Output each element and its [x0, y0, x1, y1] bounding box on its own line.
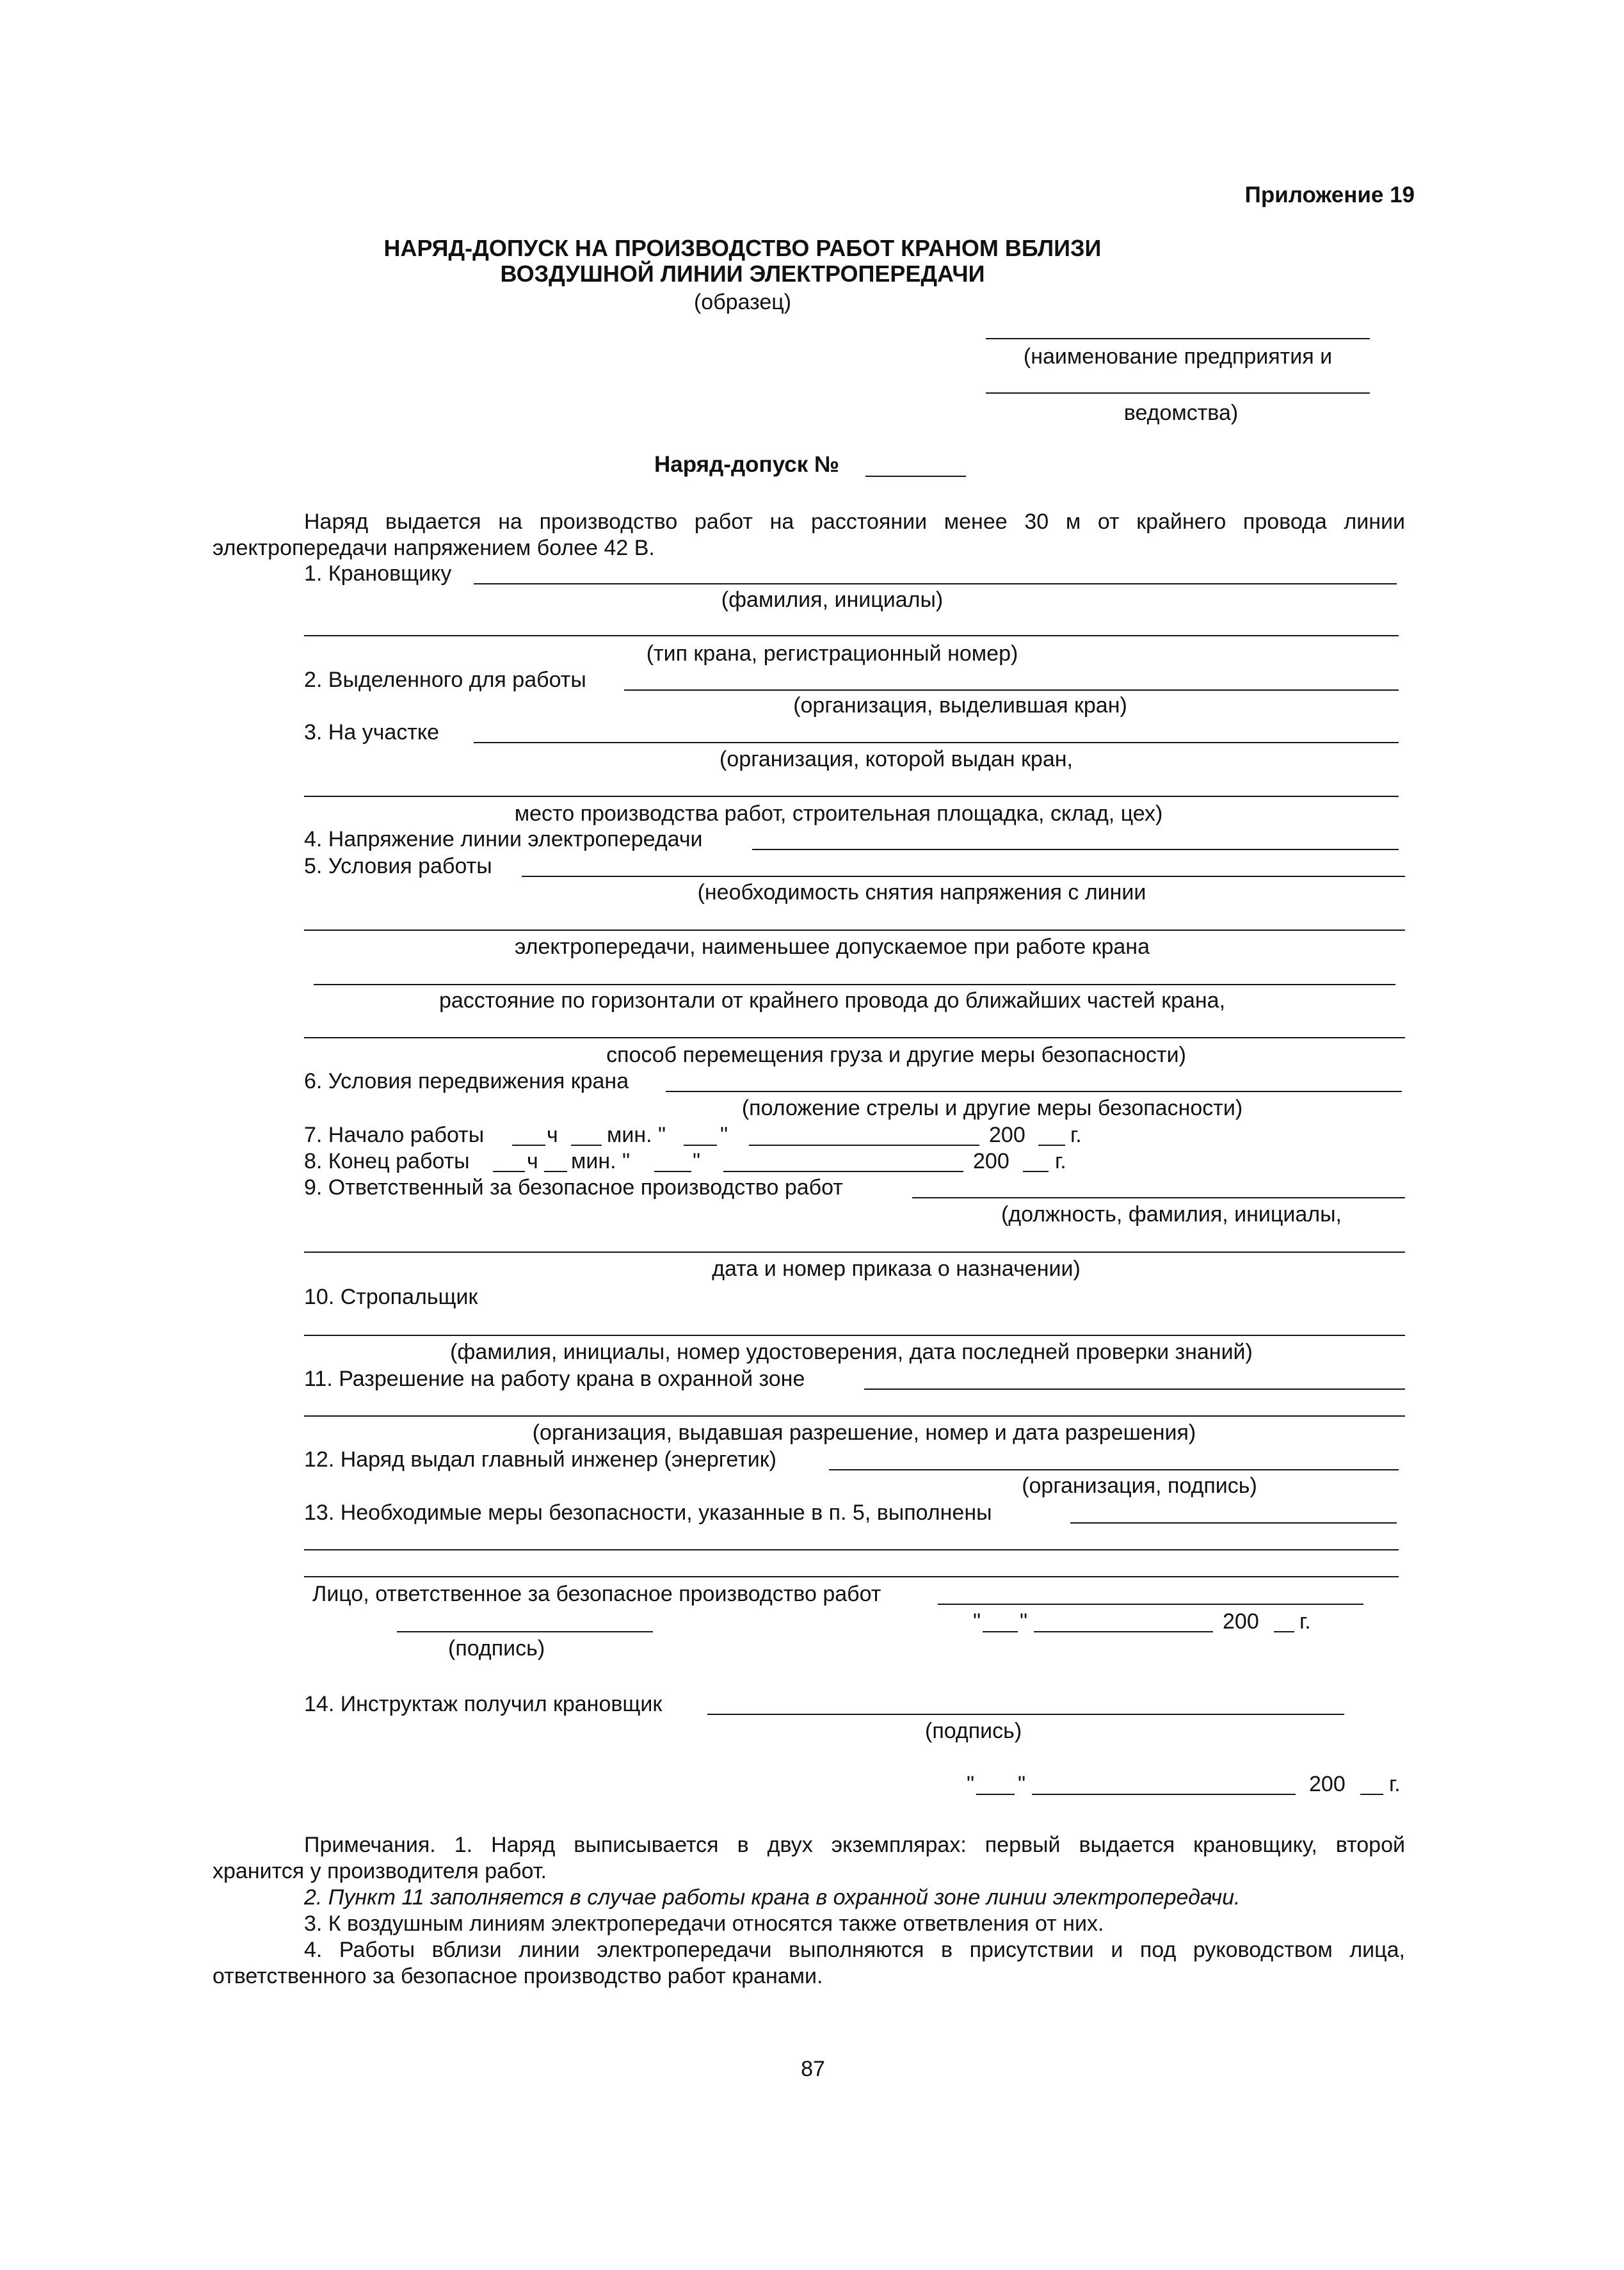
field-7-minute-unit: мин. ": [607, 1123, 666, 1147]
field-1-line[interactable]: [474, 583, 1397, 584]
field-9-hint: (должность, фамилия, инициалы,: [1001, 1202, 1342, 1227]
field-4-label: 4. Напряжение линии электропередачи: [304, 827, 703, 851]
field-4-line[interactable]: [752, 849, 1399, 850]
responsible-date-year[interactable]: [1274, 1631, 1294, 1632]
field-3-line2[interactable]: [304, 796, 1399, 797]
field-10-label: 10. Стропальщик: [304, 1285, 478, 1309]
field-7-minutes[interactable]: [571, 1145, 602, 1146]
field-14-line[interactable]: [707, 1714, 1344, 1715]
page-title-line2: ВОЗДУШНОЙ ЛИНИИ ЭЛЕКТРОПЕРЕДАЧИ: [500, 261, 985, 287]
field-8-quote: ": [693, 1149, 701, 1173]
field-2-line[interactable]: [624, 689, 1399, 691]
field-6-label: 6. Условия передвижения крана: [304, 1069, 629, 1093]
field-13-line2[interactable]: [304, 1549, 1399, 1550]
org-dept-hint: ведомства): [1123, 401, 1239, 425]
responsible-signature-hint: (подпись): [448, 1636, 545, 1661]
responsible-line[interactable]: [938, 1604, 1363, 1605]
page-title-line1: НАРЯД-ДОПУСК НА ПРОИЗВОДСТВО РАБОТ КРАНОМ ВБЛИЗИ: [383, 235, 1102, 261]
field-12-hint: (организация, подпись): [1022, 1474, 1257, 1498]
field-7-quote: ": [720, 1123, 728, 1147]
field-5-hint: (необходимость снятия напряжения с линии: [697, 880, 1146, 905]
field-14-signature-hint: (подпись): [925, 1719, 1022, 1743]
field-8-year-prefix: 200: [973, 1149, 1009, 1173]
field-14-year-suffix: г.: [1389, 1772, 1401, 1796]
field-10-hint: (фамилия, инициалы, номер удостоверения, дата последней проверки знаний): [450, 1340, 1253, 1364]
note-1-line2: хранится у производителя работ.: [213, 1859, 547, 1883]
org-dept-line[interactable]: [986, 392, 1370, 394]
field-13-line3[interactable]: [304, 1576, 1399, 1577]
note-1-line1: Примечания. 1. Наряд выписывается в двух экземплярах: первый выдается крановщику, второй: [304, 1833, 1405, 1857]
responsible-year-suffix: г.: [1299, 1609, 1311, 1634]
field-2-hint: (организация, выделившая кран): [793, 693, 1127, 718]
field-5-hint2: электропередачи, наименьшее допускаемое при работе крана: [515, 935, 1150, 959]
note-4-line1: 4. Работы вблизи линии электропередачи выполняются в присутствии и под руководством лица,: [304, 1938, 1405, 1962]
field-10-line[interactable]: [304, 1335, 1405, 1336]
field-6-hint: (положение стрелы и другие меры безопасности): [741, 1096, 1243, 1120]
field-11-label: 11. Разрешение на работу крана в охранной зоне: [304, 1367, 805, 1391]
responsible-date-day[interactable]: [983, 1631, 1018, 1632]
note-4-line2: ответственного за безопасное производство работ кранами.: [213, 1964, 823, 1988]
field-11-line2[interactable]: [304, 1415, 1405, 1417]
field-11-hint: (организация, выдавшая разрешение, номер и дата разрешения): [532, 1421, 1196, 1445]
field-5-line3[interactable]: [314, 984, 1395, 985]
field-3-hint2: место производства работ, строительная площадка, склад, цех): [514, 801, 1163, 826]
intro-line1: Наряд выдается на производство работ на расстоянии менее 30 м от крайнего провода линии: [304, 510, 1405, 534]
field-13-line[interactable]: [1070, 1522, 1397, 1524]
org-name-hint: (наименование предприятия и: [1023, 344, 1333, 369]
field-8-hour-unit: ч: [527, 1149, 538, 1173]
field-3-label: 3. На участке: [304, 720, 440, 745]
field-7-year[interactable]: [1038, 1145, 1065, 1146]
field-9-line[interactable]: [912, 1197, 1405, 1198]
field-14-date-day[interactable]: [976, 1794, 1015, 1795]
org-name-line[interactable]: [986, 338, 1370, 339]
field-1-hint2: (тип крана, регистрационный номер): [646, 641, 1018, 666]
field-6-line[interactable]: [666, 1091, 1402, 1092]
field-8-label: 8. Конец работы: [304, 1149, 470, 1173]
field-8-month[interactable]: [723, 1171, 963, 1172]
responsible-year-prefix: 200: [1223, 1609, 1259, 1634]
field-5-hint4: способ перемещения груза и другие меры безопасности): [606, 1043, 1186, 1067]
field-13-label: 13. Необходимые меры безопасности, указанные в п. 5, выполнены: [304, 1501, 992, 1525]
field-9-hint2: дата и номер приказа о назначении): [712, 1257, 1081, 1281]
field-7-hour-unit: ч: [547, 1123, 558, 1147]
field-11-line[interactable]: [864, 1389, 1405, 1390]
field-14-date-month[interactable]: [1032, 1794, 1296, 1795]
note-2: 2. Пункт 11 заполняется в случае работы крана в охранной зоне линии электропередачи.: [304, 1885, 1241, 1910]
field-1-line2[interactable]: [304, 635, 1399, 636]
field-14-date-quote-close: ": [1018, 1772, 1026, 1796]
note-3: 3. К воздушным линиям электропередачи относятся также ответвления от них.: [304, 1912, 1104, 1936]
field-7-month[interactable]: [749, 1145, 979, 1146]
field-7-year-suffix: г.: [1070, 1123, 1082, 1147]
field-8-hours[interactable]: [493, 1171, 525, 1172]
page-number: 87: [801, 2057, 825, 2081]
field-8-minute-unit: мин. ": [571, 1149, 631, 1173]
intro-line2: электропередачи напряжением более 42 В.: [213, 536, 655, 560]
permit-number-field[interactable]: [865, 476, 966, 477]
field-5-hint3: расстояние по горизонтали от крайнего провода до ближайших частей крана,: [438, 988, 1226, 1013]
field-1-label: 1. Крановщику: [304, 561, 452, 586]
field-5-label: 5. Условия работы: [304, 854, 492, 878]
responsible-date-quote-close: ": [1020, 1609, 1028, 1634]
page-subtitle: (образец): [693, 290, 792, 314]
field-14-date-year[interactable]: [1360, 1794, 1383, 1795]
field-7-year-prefix: 200: [989, 1123, 1025, 1147]
responsible-signature-line[interactable]: [397, 1631, 653, 1632]
field-8-year[interactable]: [1023, 1171, 1049, 1172]
field-1-hint: (фамилия, инициалы): [721, 588, 944, 612]
field-5-line2[interactable]: [304, 930, 1405, 931]
appendix-label: Приложение 19: [1244, 182, 1415, 207]
responsible-label: Лицо, ответственное за безопасное производство работ: [312, 1582, 881, 1606]
field-9-line2[interactable]: [304, 1252, 1405, 1253]
responsible-date-quote-open: ": [973, 1609, 981, 1634]
field-5-line4[interactable]: [304, 1037, 1405, 1038]
field-7-label: 7. Начало работы: [304, 1123, 485, 1147]
field-8-minutes[interactable]: [544, 1171, 567, 1172]
field-2-label: 2. Выделенного для работы: [304, 668, 586, 692]
field-12-line[interactable]: [829, 1469, 1399, 1470]
field-8-year-suffix: г.: [1055, 1149, 1066, 1173]
field-3-line[interactable]: [474, 742, 1399, 743]
field-5-line[interactable]: [522, 876, 1405, 877]
field-14-label: 14. Инструктаж получил крановщик: [304, 1692, 663, 1716]
field-14-year-prefix: 200: [1309, 1772, 1346, 1796]
field-8-day[interactable]: [654, 1171, 691, 1172]
field-12-label: 12. Наряд выдал главный инженер (энергетик): [304, 1447, 776, 1472]
responsible-date-month[interactable]: [1034, 1631, 1213, 1632]
field-3-hint: (организация, которой выдан кран,: [720, 747, 1073, 771]
permit-number-label: Наряд-допуск №: [654, 452, 840, 477]
field-7-hours[interactable]: [512, 1145, 545, 1146]
field-7-day[interactable]: [684, 1145, 717, 1146]
field-14-date-quote-open: ": [967, 1772, 975, 1796]
field-9-label: 9. Ответственный за безопасное производство работ: [304, 1175, 843, 1200]
